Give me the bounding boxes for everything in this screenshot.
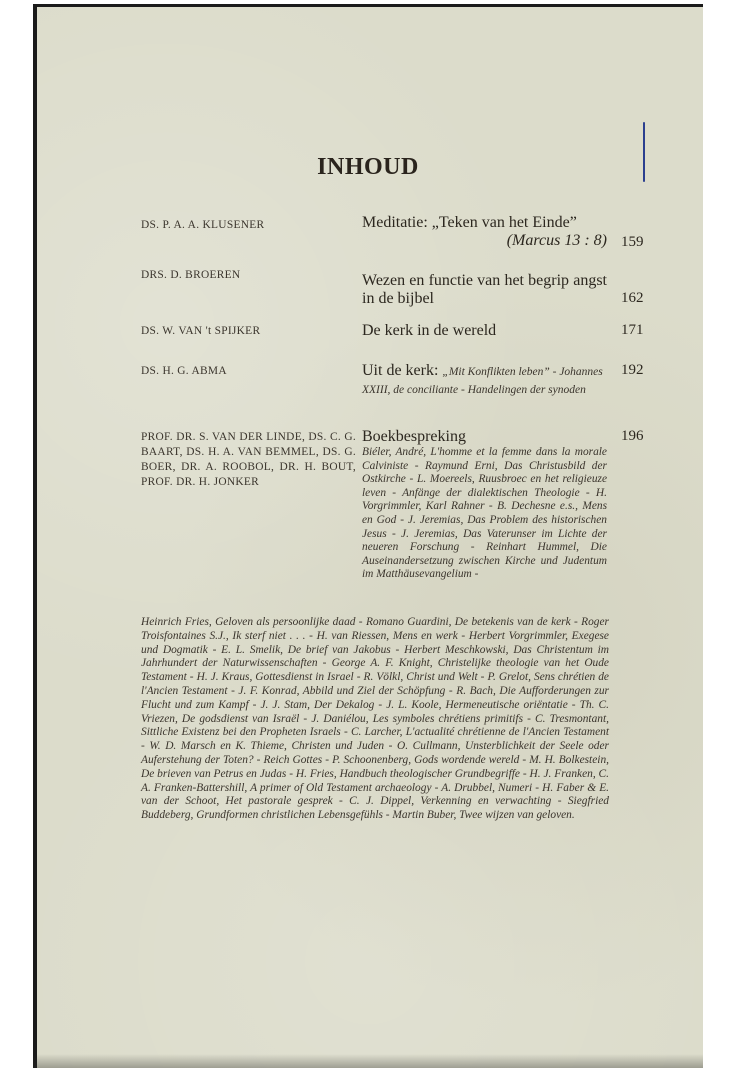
entry-page-number: 159 (621, 234, 644, 250)
entry-page-number: 196 (621, 428, 644, 444)
document-page (33, 4, 703, 1068)
entry-author: PROF. DR. S. VAN DER LINDE, DS. C. G. BAART, DS. H. A. VAN BEMMEL, DS. G. BOER, DR. A. ROOBOL, DR. H. BOUT, PROF. DR. H. JONKER (141, 431, 356, 488)
entry-subject-note: „Mit Konflikten leben” - Johannes XXIII, de conciliante - Handelingen der synoden (362, 366, 603, 396)
entry-subject (362, 214, 607, 250)
entry-page-number: 171 (621, 322, 644, 338)
review-list-continuation: Heinrich Fries, Geloven als persoonlijke daad - Romano Guardini, De betekenis van de kerk - Roger Troisfontaines S.J., Ik sterf niet . . . - H. van Riessen, Mens en werk - Herbert Vorgrimmler, Exegese und Dogmatik - E. L. Smelik, De brief van Jakobus - Herbert Meschkowski, Das Christentum im Jahrhundert der Naturwissenschaften - George A. F. Knight, Christelijke theologie van het Oude Testament - H. J. Kraus, Gottesdienst in Israel - R. Völkl, Christ und Welt - P. Grelot, Sens chrétien de l'Ancien Testament - J. F. Konrad, Abbild und Ziel der Schöpfung - R. Bach, Die Aufforderungen zur Flucht und zum Kampf - J. J. Stam, Der Dekalog - J. L. Koole, Hermeneutische oriëntatie - Th. C. Vriezen, De godsdienst van Israël - J. Daniélou, Les symboles chrétiens primitifs - C. Tresmontant, Sittliche Existenz bei den Propheten Israels - C. Larcher, L'actualité chrétienne de l'Ancien Testament - W. D. Marsch en K. Thieme, Christen und Juden - O. Cullmann, Unsterblichkeit der Seele oder Auferstehung der Toten? - Reich Gottes - P. Schoonenberg, Gods wordende wereld - M. H. Bolkestein, De brieven van Petrus en Judas - H. Fries, Handbuch theologischer Grundbegriffe - H. J. Franken, C. A. Franken-Battershill, A primer of Old Testament archaeology - A. Drubbel, Numeri - H. Faber & E. van der Schoot, Het pastorale gesprek - C. J. Dippel, Verkenning en verwachting - Siegfried Buddeberg, Grundformen christlichen Lebensgefühls - Martin Buber, Twee wijzen van geloven. (141, 616, 609, 822)
entry-subject: Boekbespreking (362, 428, 466, 445)
entry-subject-title: Uit de kerk: (362, 362, 439, 379)
entry-subject-note: (Marcus 13 : 8) (506, 232, 607, 249)
scan-edge-top (33, 4, 703, 7)
scan-shadow-bottom (33, 1054, 703, 1068)
entry-author: DS. W. VAN 't SPIJKER (141, 325, 261, 337)
review-list: Biéler, André, L'homme et la femme dans la morale Calviniste - Raymund Erni, Das Christusbild der Ostkirche - L. Moereels, Ruusbroec en het religieuze leven - Anfänge der dialektischen Theologie - H. Vorgrimmler, Karl Rahner - B. Dechesne e.s., Mens en God - J. Jeremias, Das Problem des historischen Jesus - J. Jeremias, Das Vaterunser im Lichte der neueren Forschung - Reinhart Hummel, Die Auseinandersetzung zwischen Kirche und Judentum im Matthäusevangelium - (362, 446, 607, 581)
entry-page-number: 192 (621, 362, 644, 378)
entry-subject (362, 362, 607, 398)
entry-page-number: 162 (621, 290, 644, 306)
entry-subject: De kerk in de wereld (362, 322, 497, 339)
entry-subject: Wezen en functie van het begrip angst in de bijbel (362, 272, 607, 307)
entry-author: DS. P. A. A. KLUSENER (141, 219, 265, 231)
entry-subject-title: Meditatie: „Teken van het Einde” (362, 214, 577, 231)
entry-author: DS. H. G. ABMA (141, 365, 227, 377)
entry-author: DRS. D. BROEREN (141, 269, 241, 281)
page-title: INHOUD (317, 154, 419, 180)
